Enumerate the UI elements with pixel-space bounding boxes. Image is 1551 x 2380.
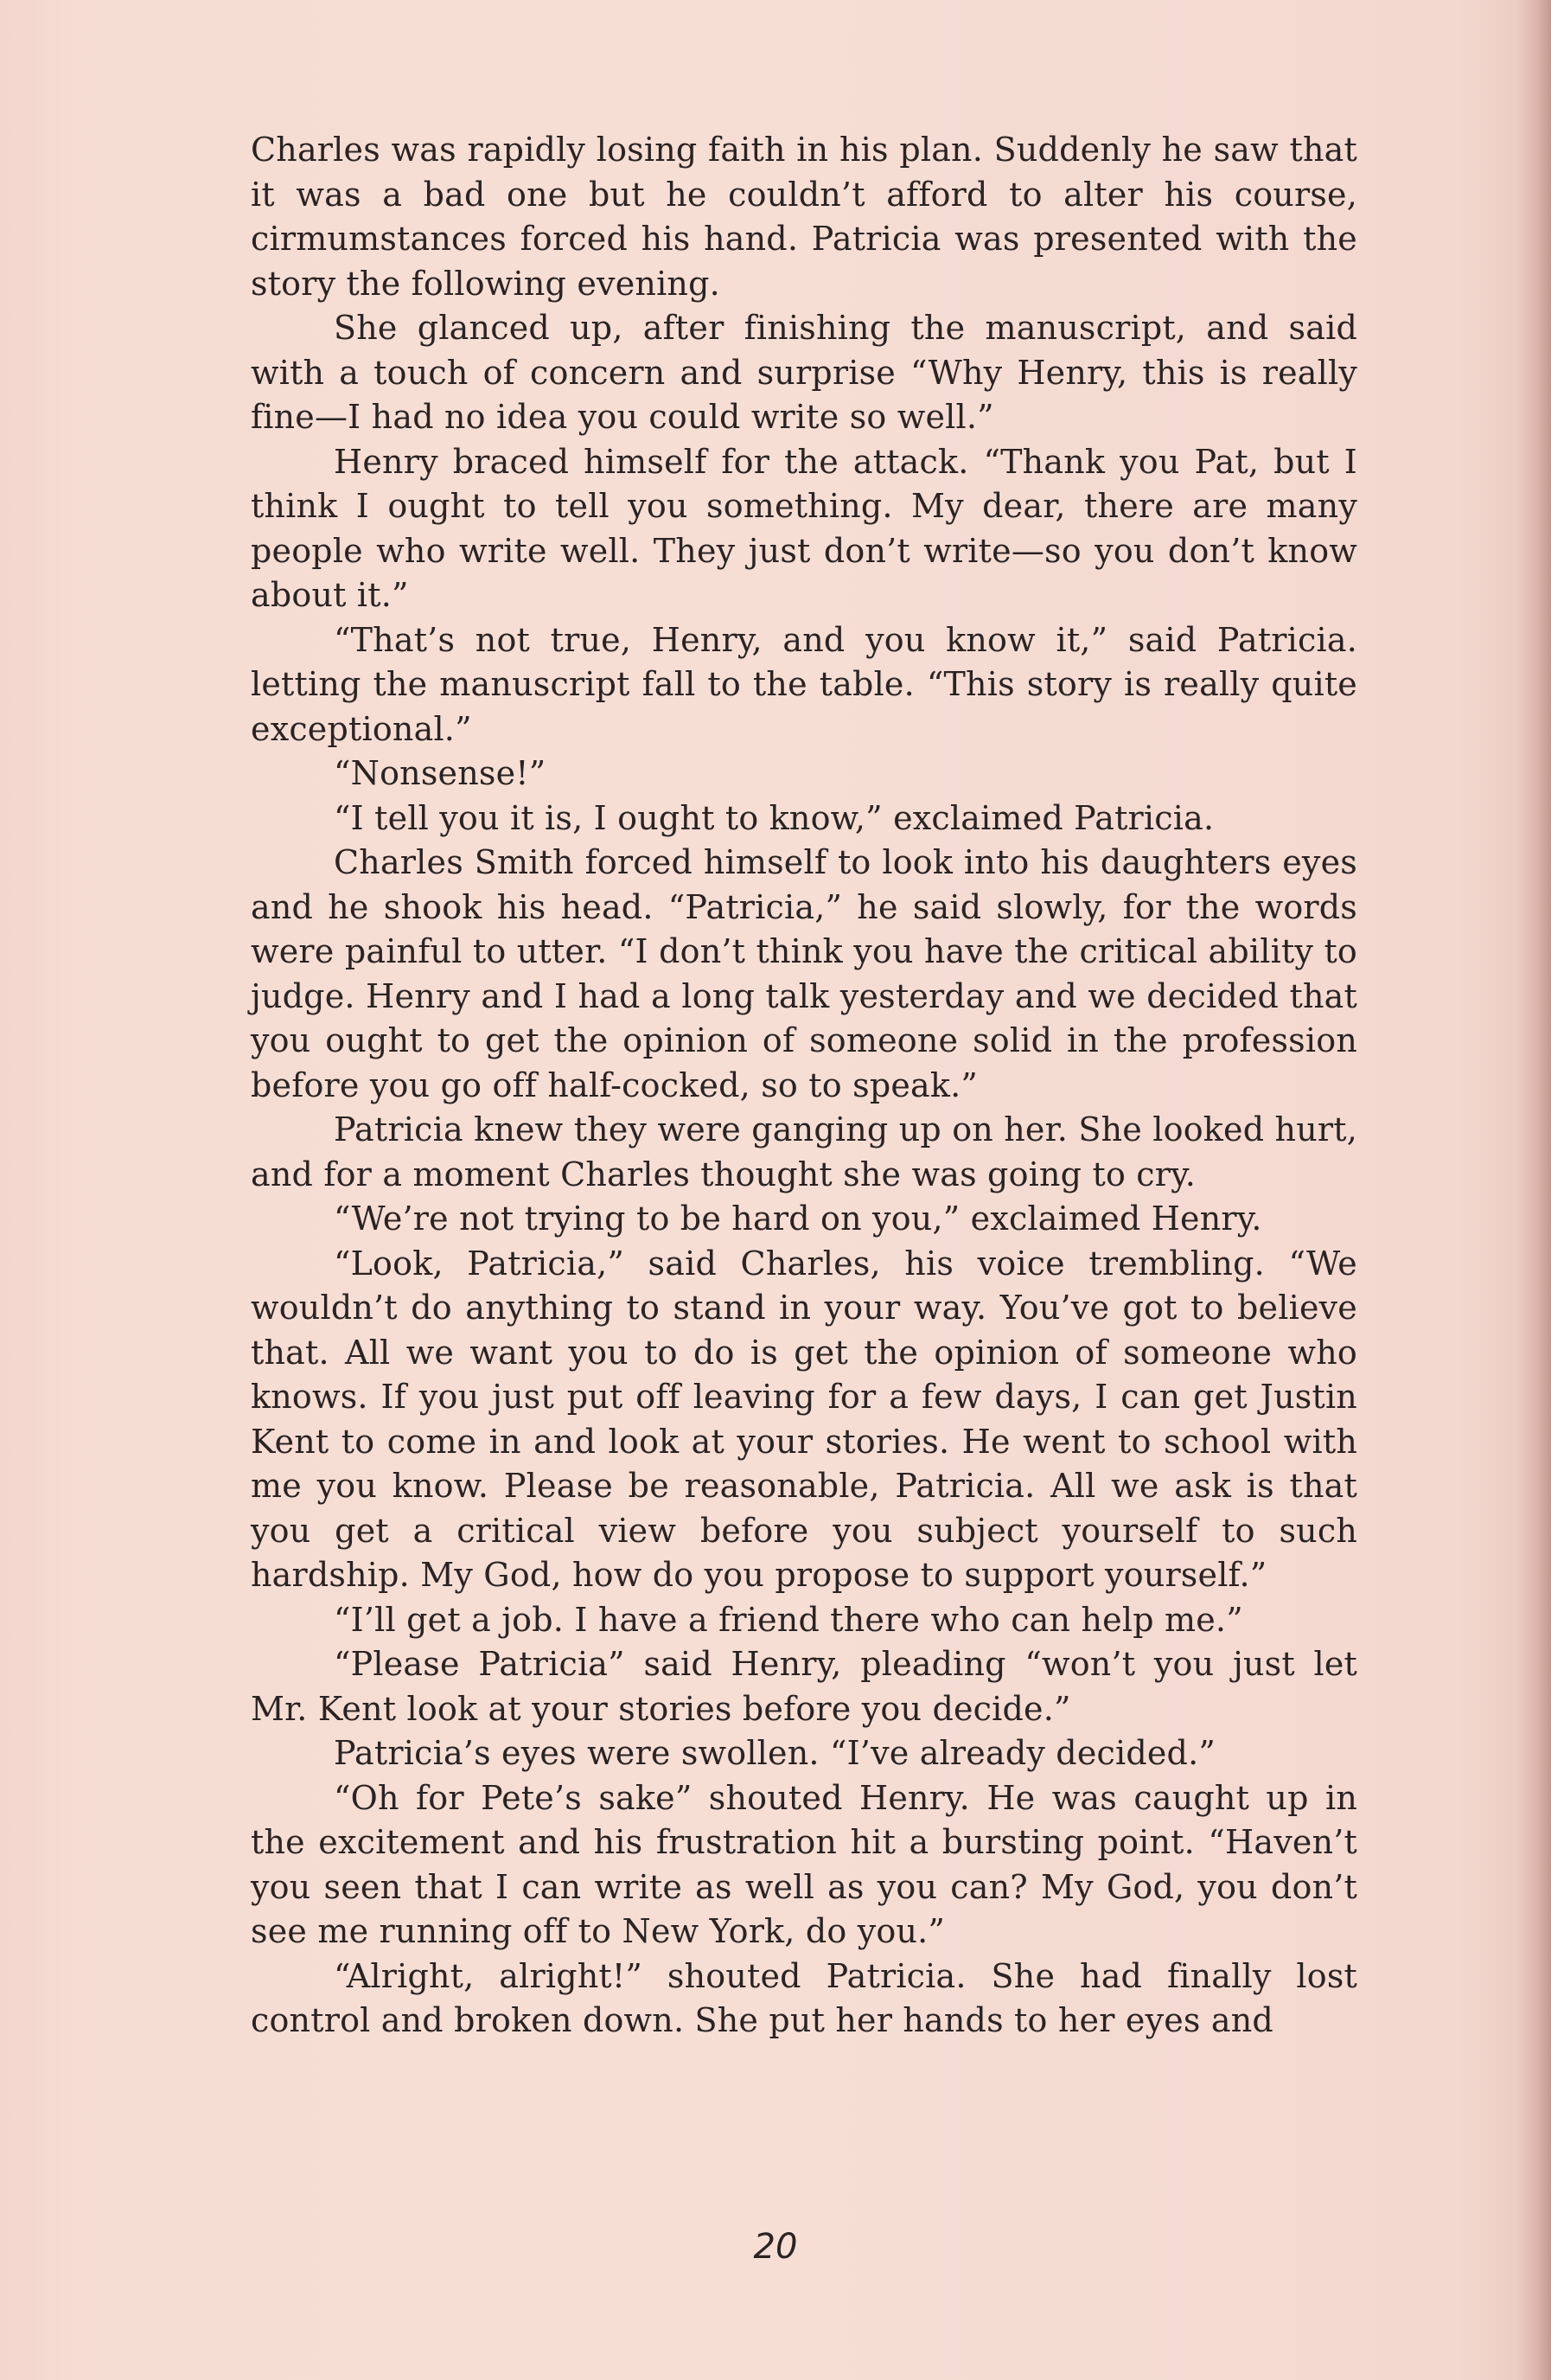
page-number: 20 [753,2227,798,2267]
paragraph: Henry braced himself for the attack. “Thank you Pat, but I think I ought to tell you something. My dear, there are many people who write well. They just don’t write—so you don’t know about it.” [251,442,1357,614]
page-edge-shadow [1516,0,1551,2380]
paragraph: “Alright, alright!” shouted Patricia. She had finally lost control and broken down. She put her hands to her eyes and [251,1956,1357,2039]
paragraph: “We’re not trying to be hard on you,” exclaimed Henry. [334,1200,1262,1238]
paragraph: Charles Smith forced himself to look into his daughters eyes and he shook his head. “Patricia,” he said slowly, for the words were painful to utter. “I don’t think you have the critical ability to judge. Henry and I had a long talk yesterday and we decided that you ought to get the opinion of someone solid in the profession before you go off half-cocked, so to speak.” [251,843,1357,1104]
paragraph: “I tell you it is, I ought to know,” exclaimed Patricia. [334,798,1215,837]
paragraph: “Nonsense!” [334,754,546,792]
paragraph: “Look, Patricia,” said Charles, his voice trembling. “We wouldn’t do anything to stand in your way. You’ve got to believe that. All we want you to do is get the opinion of someone who knows. If you just put off leaving for a few days, I can get Justin Kent to come in and look at your stories. He went to school with me you know. Please be reasonable, Patricia. All we ask is that you get a critical view before you subject yourself to such hardship. My God, how do you propose to support yourself.” [251,1244,1357,1594]
paragraph: “I’ll get a job. I have a friend there who can help me.” [334,1600,1243,1639]
paragraph: “That’s not true, Henry, and you know it,” said Patricia. letting the manuscript fall to the table. “This story is really quite exceptional.” [251,620,1357,748]
paragraph: “Oh for Pete’s sake” shouted Henry. He was caught up in the excitement and his frustration hit a bursting point. “Haven’t you seen that I can write as well as you can? My God, you don’t see me running off to New York, do you.” [251,1778,1357,1950]
paragraph: She glanced up, after finishing the manuscript, and said with a touch of concern and surprise “Why Henry, this is really fine—I had no idea you could write so well.” [251,309,1357,436]
body-text [251,128,1357,2044]
paragraph: Charles was rapidly losing faith in his plan. Suddenly he saw that it was a bad one but he couldn’t afford to alter his course, cirmumstances forced his hand. Patricia was presented with the story the following evening. [251,131,1357,303]
paragraph: Patricia knew they were ganging up on her. She looked hurt, and for a moment Charles thought she was going to cry. [251,1110,1357,1193]
paragraph: “Please Patricia” said Henry, pleading “won’t you just let Mr. Kent look at your stories before you decide.” [251,1645,1357,1728]
paragraph: Patricia’s eyes were swollen. “I’ve already decided.” [334,1734,1216,1772]
